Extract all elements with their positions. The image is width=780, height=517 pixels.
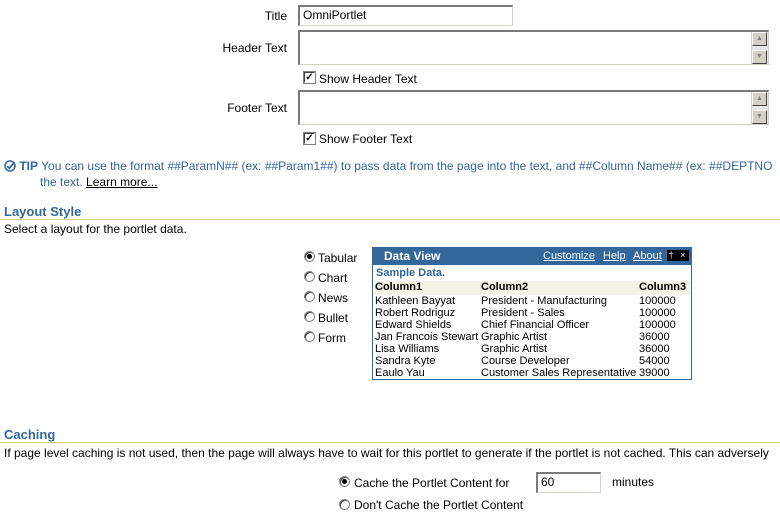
radio-news[interactable] [304, 291, 315, 302]
scroll-down-icon[interactable]: ▼ [752, 110, 767, 124]
footer-text-scrollbar[interactable] [751, 92, 768, 124]
layout-style-heading: Layout Style [4, 204, 82, 219]
sample-data-label: Sample Data. [376, 267, 446, 279]
table-cell: Eaulo Yau [375, 367, 425, 379]
table-cell: 100000 [639, 307, 676, 319]
table-cell: President - Manufacturing [481, 295, 607, 307]
table-cell: President - Sales [481, 307, 565, 319]
title-label: Title [264, 9, 287, 23]
radio-tabular[interactable] [304, 251, 315, 262]
radio-chart-label: Chart [318, 271, 348, 285]
show-header-text-checkbox[interactable] [304, 72, 315, 83]
radio-tabular-label: Tabular [318, 251, 358, 265]
radio-bullet-label: Bullet [318, 311, 349, 325]
about-link[interactable]: About [633, 250, 662, 262]
show-header-text-label: Show Header Text [319, 72, 417, 86]
customize-link[interactable]: Customize [543, 250, 595, 262]
caching-divider [0, 442, 780, 443]
cache-minutes-input[interactable]: 60 [536, 472, 601, 493]
data-view-title: Data View [384, 249, 441, 263]
scroll-up-icon[interactable]: ▲ [752, 92, 767, 106]
table-cell: Robert Rodriguz [375, 307, 456, 319]
table-cell: 39000 [639, 367, 670, 379]
layout-style-divider [0, 219, 780, 220]
help-link[interactable]: Help [603, 250, 626, 262]
column-header: Column2 [481, 281, 529, 293]
layout-style-description: Select a layout for the portlet data. [4, 222, 187, 236]
footer-text-area[interactable] [298, 90, 769, 125]
table-cell: Graphic Artist [481, 343, 548, 355]
radio-form[interactable] [304, 331, 315, 342]
caching-heading: Caching [4, 427, 56, 442]
tip-line-1 [4, 159, 780, 173]
show-footer-text-checkbox[interactable] [304, 133, 315, 144]
table-cell: 100000 [639, 295, 676, 307]
table-cell: Customer Sales Representative [481, 367, 637, 379]
radio-dont-cache[interactable] [339, 499, 350, 510]
table-cell: Chief Financial Officer [481, 319, 590, 331]
portlet-controls-icon[interactable]: † × [668, 250, 688, 260]
learn-more-link[interactable]: Learn more... [86, 175, 158, 189]
caching-description: If page level caching is not used, then the page will always have to wait for this portlet to generate if the portlet is not cached. This can adversely [4, 446, 769, 460]
table-cell: Jan Francois Stewart [375, 331, 479, 343]
table-cell: 54000 [639, 355, 670, 367]
header-text-label: Header Text [222, 41, 287, 55]
data-view-header [373, 248, 691, 265]
tip-label: TIP [19, 159, 39, 173]
column-header: Column1 [375, 281, 423, 293]
minutes-label: minutes [612, 475, 655, 489]
checkmark-icon: ✓ [305, 133, 314, 144]
title-input[interactable]: OmniPortlet [298, 5, 513, 26]
header-text-area[interactable] [298, 30, 769, 65]
tip-text-end: the text. [40, 175, 83, 189]
table-cell: 100000 [639, 319, 676, 331]
table-cell: Kathleen Bayyat [375, 295, 456, 307]
table-cell: Course Developer [481, 355, 570, 367]
table-cell: Graphic Artist [481, 331, 548, 343]
show-footer-text-label: Show Footer Text [319, 132, 413, 146]
table-cell: Edward Shields [375, 319, 452, 331]
table-cell: Sandra Kyte [375, 355, 436, 367]
radio-cache-content-label: Cache the Portlet Content for [354, 476, 510, 490]
radio-cache-content[interactable] [339, 476, 350, 487]
table-cell: 36000 [639, 331, 670, 343]
tip-text: You can use the format ##ParamN## (ex: ##Param1##) to pass data from the page into the text, and ##Column Name## (ex: ##DEPTNO [41, 159, 773, 173]
radio-dont-cache-label: Don't Cache the Portlet Content [354, 498, 524, 512]
scroll-up-icon[interactable]: ▲ [752, 32, 767, 46]
scroll-down-icon[interactable]: ▼ [752, 50, 767, 64]
header-text-scrollbar[interactable] [751, 32, 768, 64]
tip-line-2 [40, 175, 157, 189]
column-header: Column3 [639, 281, 687, 293]
radio-form-label: Form [318, 331, 346, 345]
radio-news-label: News [318, 291, 349, 305]
tip-check-icon [4, 160, 16, 172]
table-cell: Lisa Williams [375, 343, 440, 355]
table-cell: 36000 [639, 343, 670, 355]
footer-text-label: Footer Text [227, 101, 287, 115]
data-view-preview [372, 247, 692, 380]
radio-bullet[interactable] [304, 311, 315, 322]
checkmark-icon: ✓ [305, 72, 314, 83]
radio-chart[interactable] [304, 271, 315, 282]
